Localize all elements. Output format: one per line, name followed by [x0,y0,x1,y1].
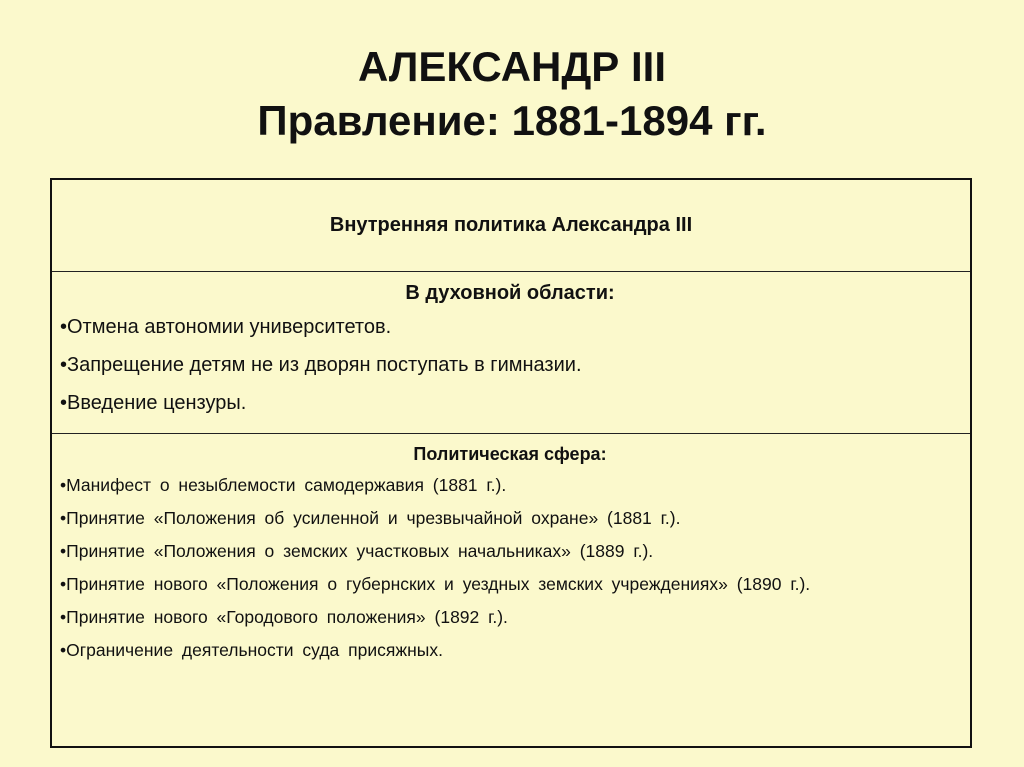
list-item: •Принятие «Положения об усиленной и чрезвычайной охране» (1881 г.). [60,508,681,528]
list-item: •Запрещение детям не из дворян поступать в гимназии. [60,354,582,376]
list-item: •Принятие нового «Городового положения» (1892 г.). [60,607,508,627]
list-item: •Принятие нового «Положения о губернских и уездных земских учреждениях» (1890 г.). [60,574,811,594]
table-header-row [52,180,970,272]
spiritual-section [52,272,970,434]
table-header-text: Внутренняя политика Александра III [329,214,693,236]
list-item: •Ограничение деятельности суда присяжных. [60,640,443,660]
title-line-reign: Правление: 1881-1894 гг. [257,97,767,144]
policy-table [50,178,972,748]
slide-title [0,40,1024,148]
title-line-name: АЛЕКСАНДР III [358,43,666,90]
spiritual-heading: В духовной области: [405,282,615,304]
political-section [52,434,970,746]
list-item: •Отмена автономии университетов. [60,316,392,338]
list-item: •Манифест о незыблемости самодержавия (1881 г.). [60,475,507,495]
list-item: •Введение цензуры. [60,392,247,414]
list-item: •Принятие «Положения о земских участковых начальниках» (1889 г.). [60,541,654,561]
political-heading: Политическая сфера: [413,444,607,464]
